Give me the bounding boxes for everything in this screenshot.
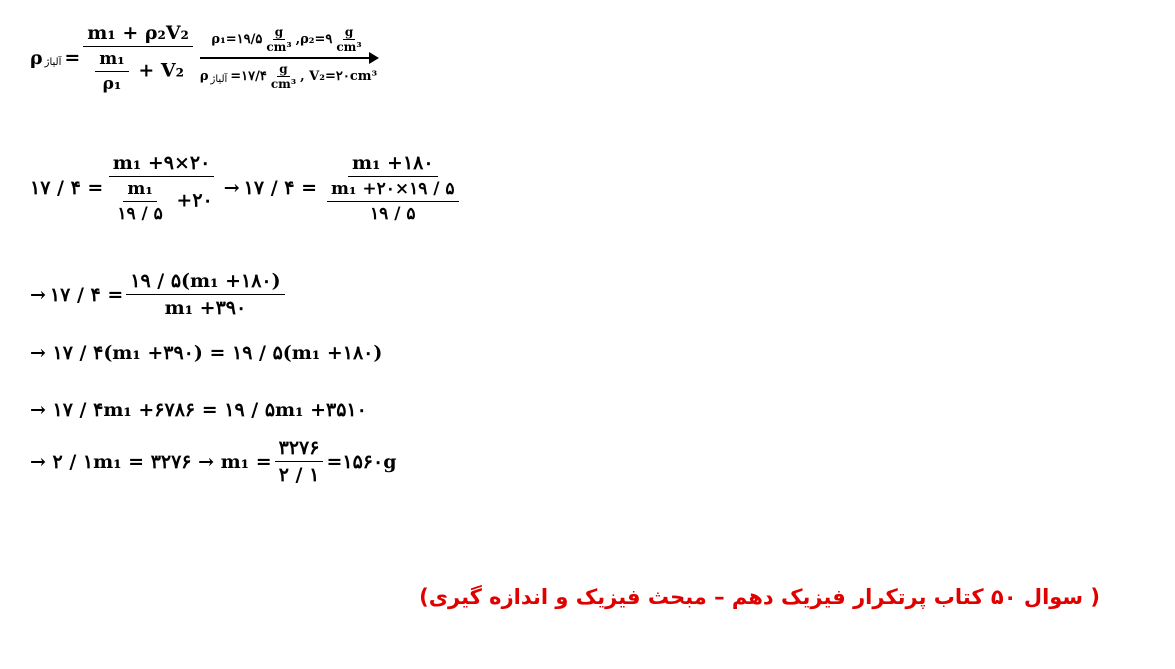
rho-symbol: ρ	[199, 69, 209, 84]
density-numerator: m₁ + ρ₂V₂	[83, 22, 193, 47]
alloy-subscript: آلیاژ	[44, 56, 62, 68]
equation-text: → ۱۷ / ۴(m₁ +۳۹۰) = ۱۹ / ۵(m₁ +۱۸۰)	[30, 342, 383, 364]
fraction-numerator: ۳۲۷۶	[275, 437, 324, 462]
rho-symbol: ρ	[30, 47, 43, 69]
substitution-arrow	[200, 25, 377, 91]
fraction-denominator: ۲ / ۱	[278, 464, 320, 486]
fraction-numerator: ۱۹ / ۵(m₁ +۱۸۰)	[126, 270, 284, 295]
right-arrow-icon: →	[223, 177, 240, 199]
unit-numerator: g	[279, 62, 288, 76]
lhs-value: ۱۷ / ۴ =	[243, 177, 317, 199]
density-fraction	[83, 22, 193, 94]
volume-term: +۲۰	[176, 189, 213, 212]
equation-result	[30, 437, 396, 486]
unit-denominator: cm³	[336, 40, 362, 54]
rho2-value: ,ρ₂=۹	[295, 32, 333, 47]
fraction-denominator: m₁ +۳۹۰	[164, 297, 247, 319]
right-arrow-icon: →	[30, 283, 46, 306]
lhs-value: ۱۷ / ۴ =	[30, 177, 104, 199]
alloy-subscript: آلیاژ	[210, 74, 228, 85]
unit-fraction	[269, 62, 298, 91]
result-value: =۱۵۶۰g	[326, 450, 397, 473]
inner-numerator: m₁ +۲۰×۱۹ / ۵	[327, 179, 459, 202]
equation-cross-multiplied	[30, 342, 382, 364]
equation-expanded	[30, 399, 367, 421]
unit-fraction	[334, 25, 363, 54]
substituted-fraction	[106, 152, 216, 224]
equals-sign: =	[64, 47, 81, 69]
simplified-fraction	[126, 270, 284, 319]
arrow-line	[200, 57, 371, 59]
result-fraction	[275, 437, 324, 486]
fraction-denominator	[106, 177, 216, 224]
fraction-numerator: m₁ +۹×۲۰	[109, 152, 215, 177]
alloy-density-value: =۱۷/۴	[230, 69, 267, 84]
unit-numerator: g	[344, 25, 354, 39]
equation-simplified	[30, 270, 288, 319]
fraction-numerator: m₁ +۱۸۰	[348, 152, 438, 177]
inner-fraction	[327, 179, 459, 224]
inner-denominator: ۱۹ / ۵	[370, 204, 416, 224]
mass-over-rho-fraction	[95, 49, 128, 94]
fraction-denominator	[320, 177, 466, 224]
lhs-text: → ۲ / ۱m₁ = ۳۲۷۶ → m₁ =	[30, 450, 272, 473]
volume-value: , V₂=۲۰cm³	[300, 69, 378, 84]
volume-term: + V₂	[138, 59, 184, 82]
unit-denominator: cm³	[270, 77, 297, 91]
arrow-top-values	[200, 25, 377, 54]
rho-denominator: ρ₁	[102, 74, 122, 94]
mass-numerator: m₁	[95, 49, 128, 72]
unit-fraction	[264, 25, 293, 54]
equation-substitution	[30, 152, 469, 224]
density-denominator	[88, 47, 188, 94]
unit-denominator: cm³	[266, 40, 292, 54]
rho1-value: ρ₁=۱۹/۵	[211, 32, 263, 47]
rho-denominator: ۱۹ / ۵	[117, 204, 163, 224]
arrow-bottom-values	[200, 62, 377, 91]
equation-alloy-density	[30, 22, 377, 94]
question-source-caption: ( سوال ۵۰ کتاب پرتکرار فیزیک دهم – مبحث فیزیک و اندازه گیری)	[419, 585, 1100, 609]
unit-numerator: g	[274, 25, 284, 39]
mass-numerator: m₁	[123, 179, 156, 202]
mass-over-rho-fraction	[113, 179, 166, 224]
lhs-value: ۱۷ / ۴ =	[49, 283, 124, 306]
compound-fraction	[320, 152, 466, 224]
equation-text: → ۱۷ / ۴m₁ +۶۷۸۶ = ۱۹ / ۵m₁ +۳۵۱۰	[30, 399, 367, 421]
